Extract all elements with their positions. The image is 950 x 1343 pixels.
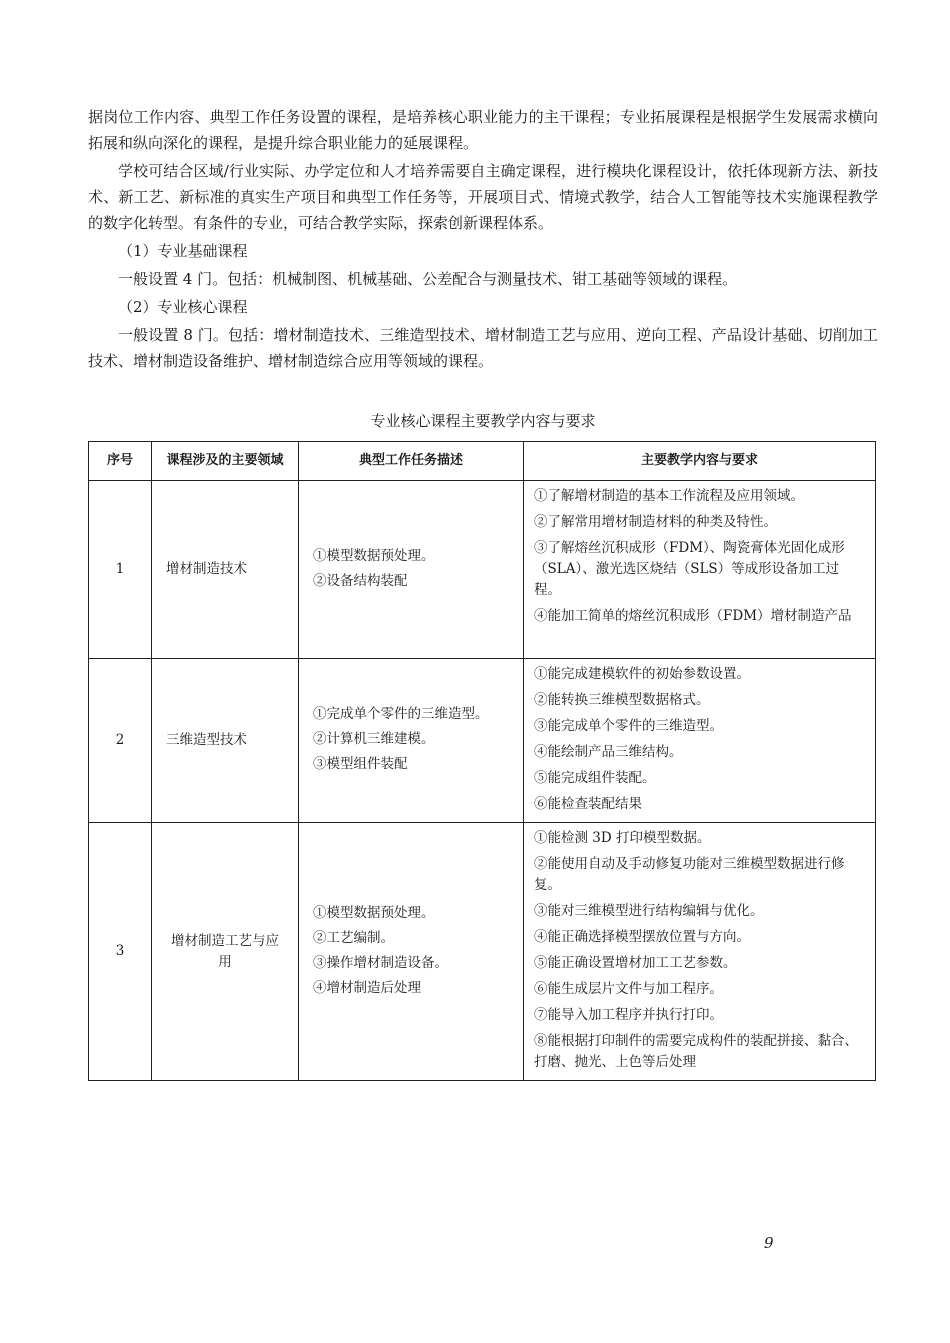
- requirement-item: ①了解增材制造的基本工作流程及应用领域。: [534, 488, 804, 504]
- paragraph-school-design: 学校可结合区域/行业实际、办学定位和人才培养需要自主确定课程，进行模块化课程设计，依托体现新方法、新技术、新工艺、新标准的真实生产项目和典型工作任务等，开展项目式、情境式教学，结合人工智能等技术实施课程教学的数字化转型。有条件的专业，可结合教学实际，探索创新课程体系。: [88, 162, 878, 232]
- task-item: ②工艺编制。: [313, 929, 394, 946]
- core-course-table: [88, 441, 876, 1081]
- row-no: 1: [89, 481, 152, 659]
- row-tasks: [299, 823, 524, 1081]
- row-requirements: [524, 481, 876, 659]
- requirement-item: ②能使用自动及手动修复功能对三维模型数据进行修复。: [534, 856, 845, 893]
- table-row: [89, 659, 876, 823]
- paragraph-core-courses: 一般设置 8 门。包括：增材制造技术、三维造型技术、增材制造工艺与应用、逆向工程、产品设计基础、切削加工技术、增材制造设备维护、增材制造综合应用等领域的课程。: [88, 326, 878, 370]
- table-row: [89, 823, 876, 1081]
- requirement-item: ③了解熔丝沉积成形（FDM）、陶瓷膏体光固化成形（SLA）、激光选区烧结（SLS）等成形设备加工过程。: [534, 540, 845, 598]
- body-text: [88, 104, 878, 376]
- task-item: ①完成单个零件的三维造型。: [313, 706, 489, 722]
- row-requirements: [524, 659, 876, 823]
- requirement-item: ⑦能导入加工程序并执行打印。: [534, 1007, 723, 1023]
- header-requirements: 主要教学内容与要求: [524, 442, 876, 481]
- requirement-item: ②了解常用增材制造材料的种类及特性。: [534, 514, 777, 530]
- task-item: ①模型数据预处理。: [313, 547, 435, 564]
- requirement-item: ⑥能生成层片文件与加工程序。: [534, 981, 723, 997]
- row-tasks: [299, 659, 524, 823]
- row-tasks: [299, 481, 524, 659]
- table-header-row: [89, 442, 876, 481]
- row-no: 3: [89, 823, 152, 1081]
- requirement-item: ①能完成建模软件的初始参数设置。: [534, 666, 750, 682]
- task-item: ②计算机三维建模。: [313, 731, 435, 747]
- requirement-item: ④能加工简单的熔丝沉积成形（FDM）增材制造产品: [534, 608, 852, 624]
- paragraph-course-intro-cont: 据岗位工作内容、典型工作任务设置的课程，是培养核心职业能力的主干课程；专业拓展课程是根据学生发展需求横向拓展和纵向深化的课程，是提升综合职业能力的延展课程。: [88, 108, 878, 152]
- requirement-item: ④能绘制产品三维结构。: [534, 744, 683, 760]
- task-item: ③操作增材制造设备。: [313, 954, 448, 971]
- row-area: 增材制造技术: [152, 481, 299, 659]
- row-requirements: [524, 823, 876, 1081]
- task-item: ③模型组件装配: [313, 756, 408, 772]
- requirement-item: ①能检测 3D 打印模型数据。: [534, 830, 711, 846]
- header-task: 典型工作任务描述: [299, 442, 524, 481]
- requirement-item: ⑤能正确设置增材加工工艺参数。: [534, 955, 737, 971]
- table-title: 专业核心课程主要教学内容与要求: [370, 412, 596, 430]
- requirement-item: ⑧能根据打印制件的需要完成构件的装配拼接、黏合、打磨、抛光、上色等后处理: [534, 1033, 858, 1070]
- task-item: ①模型数据预处理。: [313, 904, 435, 921]
- requirement-item: ②能转换三维模型数据格式。: [534, 692, 710, 708]
- header-no: 序号: [89, 442, 152, 481]
- requirement-item: ⑥能检查装配结果: [534, 796, 642, 812]
- requirement-item: ⑤能完成组件装配。: [534, 770, 656, 786]
- row-area: 三维造型技术: [152, 659, 299, 823]
- requirement-item: ④能正确选择模型摆放位置与方向。: [534, 929, 750, 945]
- heading-basic-courses: （1）专业基础课程: [118, 242, 248, 260]
- task-item: ④增材制造后处理: [313, 979, 421, 996]
- paragraph-basic-courses: 一般设置 4 门。包括：机械制图、机械基础、公差配合与测量技术、钳工基础等领域的课程。: [118, 270, 738, 288]
- requirement-item: ③能对三维模型进行结构编辑与优化。: [534, 903, 764, 919]
- table-row: [89, 481, 876, 659]
- page-number: 9: [764, 1234, 774, 1252]
- heading-core-courses: （2）专业核心课程: [118, 298, 248, 316]
- task-item: ②设备结构装配: [313, 572, 408, 589]
- requirement-item: ③能完成单个零件的三维造型。: [534, 718, 723, 734]
- row-no: 2: [89, 659, 152, 823]
- row-area: 增材制造工艺与应用: [152, 823, 299, 1081]
- header-area: 课程涉及的主要领域: [152, 442, 299, 481]
